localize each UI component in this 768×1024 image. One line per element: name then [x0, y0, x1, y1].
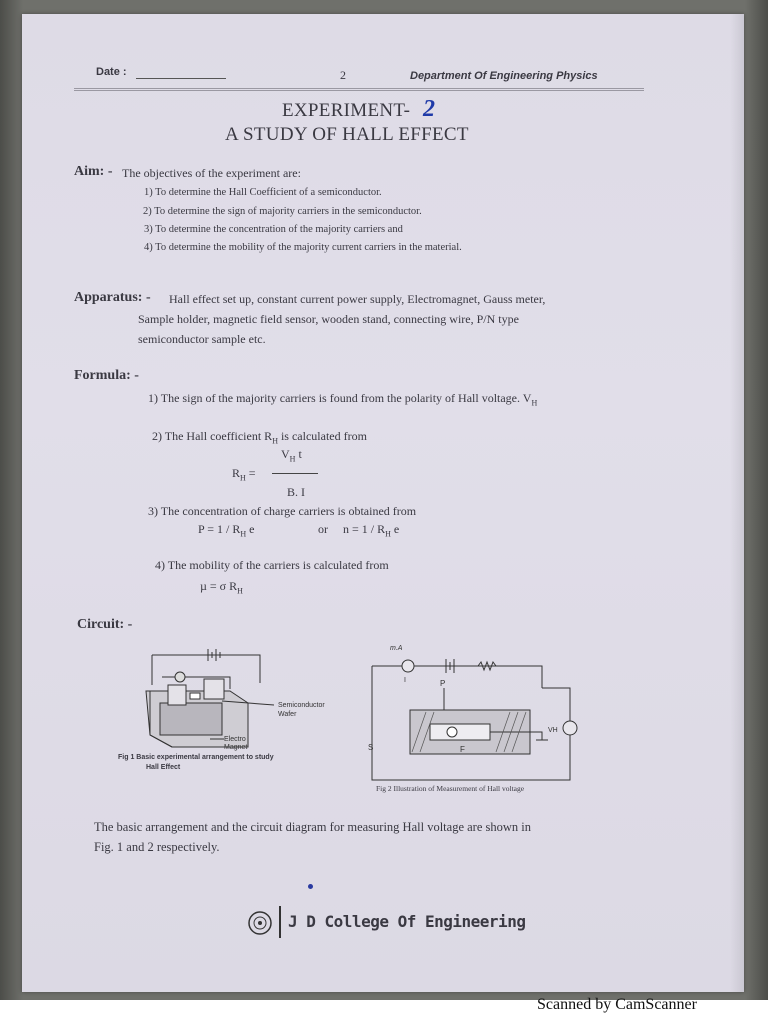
apparatus-line: Hall effect set up, constant current power supply, Electromagnet, Gauss meter, — [169, 292, 546, 306]
eq-n-tail: e — [390, 522, 400, 536]
footer-divider — [279, 906, 281, 938]
college-logo-icon — [247, 910, 273, 936]
rh-equals: = — [248, 466, 256, 480]
aim-label: Aim: - — [74, 164, 113, 179]
fig2-label-vh: VH — [548, 727, 558, 734]
rh-symbol-sub: H — [240, 473, 246, 483]
eq-n-sub: H — [385, 529, 391, 539]
formula-1-sub: H — [531, 398, 538, 408]
fig2-label-f: F — [460, 745, 465, 754]
formula-label: Formula: - — [74, 368, 139, 383]
aim-item: 3) To determine the concentration of the majority carriers and — [144, 224, 403, 235]
fig2-field-icon — [447, 727, 457, 737]
eq-p-sub: H — [240, 529, 247, 539]
formula-2-text: 2) The Hall coefficient R — [152, 429, 273, 443]
hall-coefficient-denominator: B. I — [287, 485, 305, 499]
fig1-caption-line2: Hall Effect — [146, 764, 181, 771]
formula-3-or: or — [318, 522, 328, 536]
fig2-sample — [430, 724, 490, 740]
rh-symbol: R — [232, 466, 241, 480]
fig1-pole-piece — [204, 679, 224, 699]
experiment-number: 2 — [423, 96, 435, 122]
fig1-label-magnet: Magnet — [224, 744, 248, 751]
college-name: J D College Of Engineering — [288, 912, 526, 931]
hall-coefficient-numerator — [281, 447, 302, 463]
logo-center — [258, 921, 262, 925]
aim-item: 1) To determine the Hall Coefficient of a semiconductor. — [144, 187, 382, 198]
figure-2-hall-circuit — [360, 640, 610, 790]
fig1-pole-piece — [168, 685, 186, 705]
eq-p-text: P = 1 / R — [198, 522, 241, 536]
pen-mark — [308, 884, 313, 889]
formula-4: 4) The mobility of the carriers is calculated from — [155, 558, 389, 572]
fig1-magnet-gap — [160, 703, 222, 735]
formula-4-eq — [200, 579, 243, 595]
fig1-label-wafer: Wafer — [278, 711, 297, 718]
fig2-label-s: S — [368, 743, 374, 752]
rh-num: V — [281, 447, 290, 461]
fig1-label-semiconductor: Semiconductor — [278, 702, 325, 709]
fig1-label-electro: Electro — [224, 736, 246, 743]
circuit-label: Circuit: - — [77, 617, 133, 632]
mobility-eq-sub: H — [237, 586, 243, 596]
figure-1-hall-setup — [110, 643, 350, 783]
experiment-title: EXPERIMENT- — [282, 100, 411, 121]
fig2-caption: Fig 2 Illustration of Measurement of Hall voltage — [376, 784, 525, 793]
description-line: The basic arrangement and the circuit diagram for measuring Hall voltage are shown in — [94, 820, 531, 834]
rh-num-sub: H — [289, 454, 296, 464]
mobility-eq: µ = σ R — [200, 579, 238, 593]
eq-n-text: n = 1 / R — [343, 522, 386, 536]
experiment-subtitle: A STUDY OF HALL EFFECT — [225, 124, 469, 145]
aim-item: 4) To determine the mobility of the majority current carriers in the material. — [144, 242, 462, 253]
eq-p-tail: e — [246, 522, 255, 536]
page-number: 2 — [340, 68, 346, 82]
fig2-label-ma: m.A — [390, 645, 403, 652]
rh-num-tail: t — [295, 447, 302, 461]
formula-3: 3) The concentration of charge carriers is obtained from — [148, 504, 417, 518]
formula-2-sub: H — [272, 436, 278, 446]
department-name: Department Of Engineering Physics — [410, 70, 598, 82]
fig1-caption: Fig 1 Basic experimental arrangement to study — [118, 754, 274, 761]
fig2-voltmeter-icon — [563, 721, 577, 735]
formula-2-tail: is calculated from — [277, 429, 367, 443]
date-label: Date : — [96, 66, 127, 78]
aim-item: 2) To determine the sign of majority carriers in the semiconductor. — [143, 206, 422, 217]
formula-3-eq-n — [343, 522, 399, 538]
formula-1-text: 1) The sign of the majority carriers is found from the polarity of Hall voltage. V — [148, 391, 532, 405]
fig2-label-i: I — [404, 677, 406, 684]
hall-coefficient-lhs — [232, 466, 256, 482]
formula-3-eq-p — [198, 522, 254, 538]
fig2-wire — [372, 666, 542, 688]
header-rule — [74, 88, 644, 91]
page-edge-shadow — [730, 14, 744, 992]
fig2-label-p: P — [440, 679, 446, 688]
apparatus-label: Apparatus: - — [74, 290, 151, 305]
fig2-ammeter-icon — [402, 660, 414, 672]
aim-intro: The objectives of the experiment are: — [122, 166, 301, 180]
formula-1 — [148, 391, 537, 407]
formula-2 — [152, 429, 367, 445]
fig1-voltmeter-icon — [175, 672, 185, 682]
description-line: Fig. 1 and 2 respectively. — [94, 840, 220, 854]
apparatus-line: semiconductor sample etc. — [138, 332, 266, 346]
apparatus-line: Sample holder, magnetic field sensor, wooden stand, connecting wire, P/N type — [138, 312, 519, 326]
date-blank-line — [136, 78, 226, 79]
scanner-watermark: Scanned by CamScanner — [537, 996, 697, 1013]
fraction-bar — [272, 473, 318, 474]
fig1-sample — [190, 693, 200, 699]
